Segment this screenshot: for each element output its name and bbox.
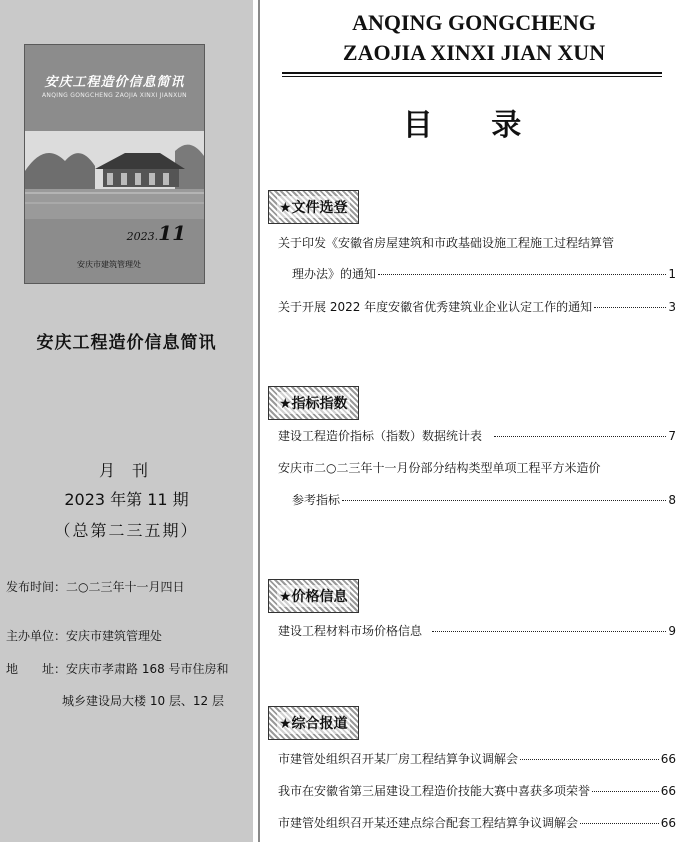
toc-page-number: 3 (668, 300, 676, 314)
toc-entry[interactable] (278, 782, 676, 799)
masthead-line-1: ANQING GONGCHENG (352, 10, 596, 35)
host-unit: 主办单位：安庆市建筑管理处 (6, 629, 163, 643)
leader-dots (494, 436, 666, 437)
toc-entry-title: 建设工程造价指标（指数）数据统计表 (278, 429, 483, 443)
toc-page-number: 9 (668, 624, 676, 638)
masthead-rule-thin (282, 76, 662, 77)
cover-subtitle: ANQING GONGCHENG ZAOJIA XINXI JIANXUN (42, 92, 187, 99)
address-line-2: 城乡建设局大楼 10 层、12 层 (62, 694, 224, 708)
cover-issue-year: 2023. (126, 230, 159, 243)
leader-dots (520, 759, 659, 760)
leader-dots (592, 791, 659, 792)
toc-entry-continued[interactable] (292, 265, 676, 282)
publication-title: 安庆工程造价信息简讯 (36, 333, 217, 353)
publish-date: 发布时间：二○二三年十一月四日 (6, 580, 185, 594)
leader-dots (594, 307, 666, 308)
toc-entry-title: 理办法》的通知 (292, 267, 377, 281)
toc-entry[interactable] (278, 298, 676, 315)
leader-dots (580, 823, 659, 824)
section-label: ★指标指数 (277, 392, 350, 414)
toc-entry[interactable] (278, 622, 676, 639)
pavilion-image (25, 131, 204, 219)
cover-title: 安庆工程造价信息简讯 (44, 75, 185, 90)
address (6, 660, 229, 677)
section-header (268, 386, 359, 420)
toc-entry[interactable] (278, 750, 676, 767)
section-label: ★价格信息 (277, 585, 350, 607)
toc-entry-title: 市建管处组织召开某厂房工程结算争议调解会 (278, 752, 519, 766)
leader-dots (378, 274, 666, 275)
left-panel (0, 0, 253, 842)
section-header (268, 706, 359, 740)
toc-entry-title: 市建管处组织召开某还建点综合配套工程结算争议调解会 (278, 816, 579, 830)
toc-entry-title: 建设工程材料市场价格信息 (278, 624, 423, 638)
section-label: ★文件选登 (277, 196, 350, 218)
cover-issue-number: 11 (158, 221, 186, 245)
section-header (268, 190, 359, 224)
toc-entry[interactable] (278, 814, 676, 831)
cover-photo (25, 131, 204, 219)
address-label: 地 址： (6, 662, 67, 676)
toc-entry[interactable] (278, 459, 676, 476)
section-label: ★综合报道 (277, 712, 350, 734)
toc-entry-title: 我市在安徽省第三届建设工程造价技能大赛中喜获多项荣誉 (278, 784, 591, 798)
toc-page-number: 7 (668, 429, 676, 443)
masthead-rule (282, 72, 662, 74)
issue-number: 2023 年第 11 期 (64, 490, 189, 509)
toc-page (260, 0, 688, 842)
toc-entry-title: 安庆市二○二三年十一月份部分结构类型单项工程平方米造价 (278, 461, 601, 475)
cover-org: 安庆市建筑管理处 (77, 260, 141, 269)
toc-page-number: 66 (660, 752, 676, 766)
toc-entry-continued[interactable] (292, 491, 676, 508)
leader-dots (432, 631, 666, 632)
address-line-1: 安庆市孝肃路 168 号市住房和 (66, 662, 229, 676)
section-header (268, 579, 359, 613)
cover-thumbnail (24, 44, 205, 284)
toc-page-number: 66 (660, 816, 676, 830)
cover-issue (127, 221, 186, 245)
toc-entry[interactable] (278, 427, 676, 444)
total-issue: （总第二三五期） (54, 521, 199, 540)
toc-entry[interactable] (278, 234, 676, 251)
toc-entry-title: 参考指标 (292, 493, 341, 507)
toc-page-number: 8 (668, 493, 676, 507)
toc-entry-title: 关于开展 2022 年度安徽省优秀建筑业企业认定工作的通知 (278, 300, 593, 314)
toc-page-number: 66 (660, 784, 676, 798)
toc-page-number: 1 (668, 267, 676, 281)
toc-title: 目 录 (402, 108, 546, 143)
masthead-line-2: ZAOJIA XINXI JIAN XUN (342, 40, 606, 65)
frequency: 月 刊 (98, 461, 155, 480)
toc-entry-title: 关于印发《安徽省房屋建筑和市政基础设施工程施工过程结算管 (278, 236, 615, 250)
leader-dots (342, 500, 666, 501)
